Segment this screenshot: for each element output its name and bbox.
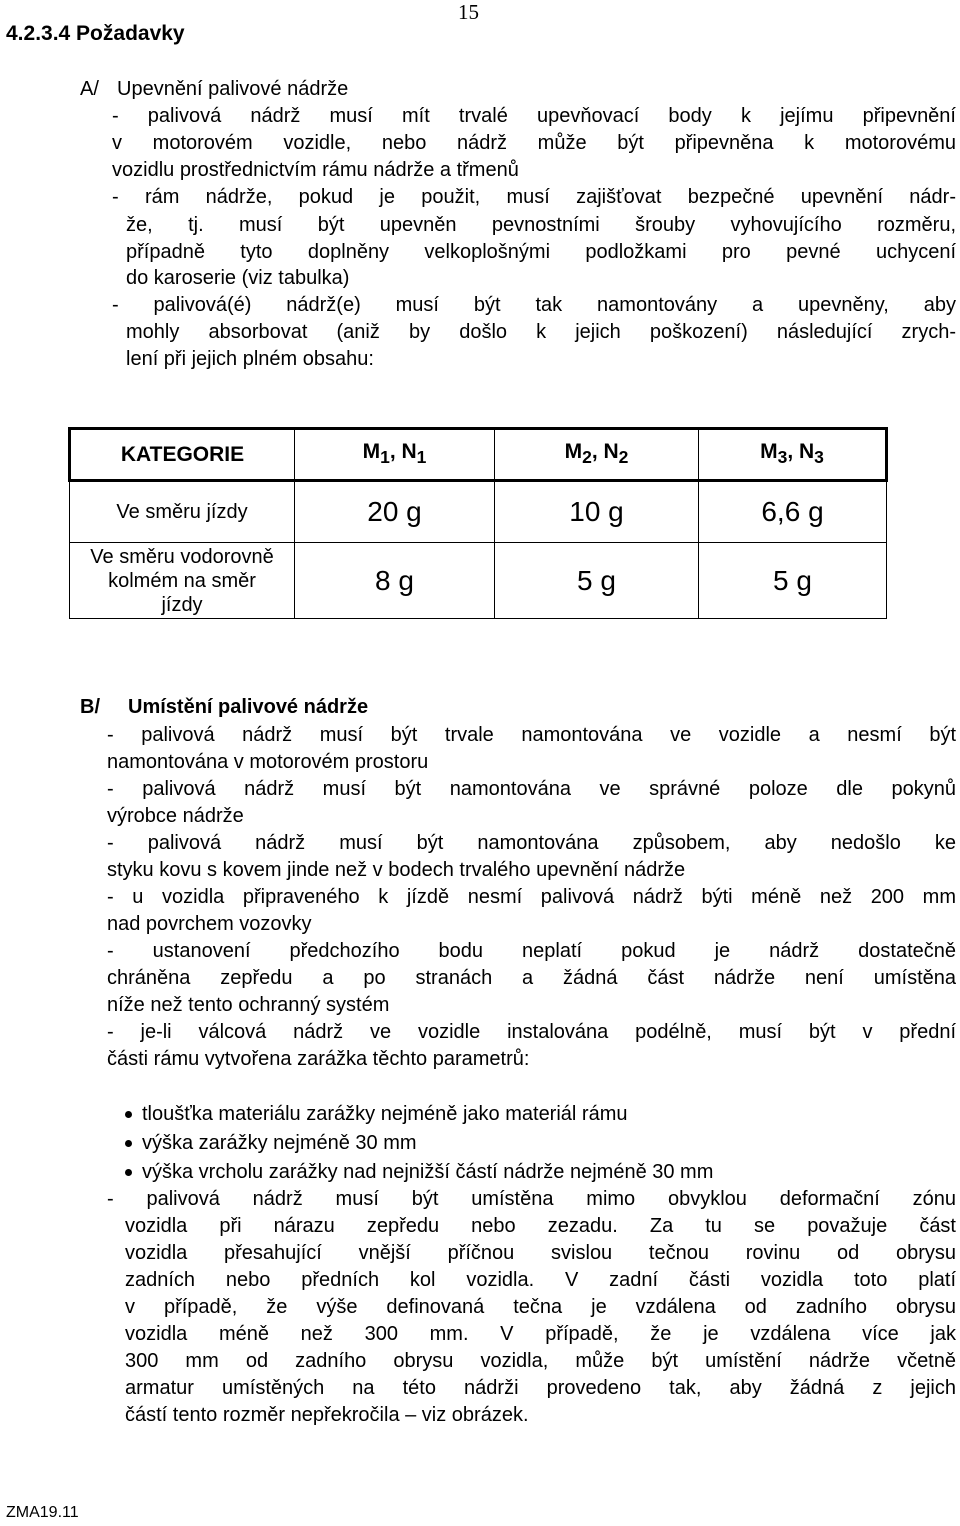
bullet-icon [125,1169,132,1176]
section-b-line: - palivová nádrž musí být namontována způsobem, aby nedošlo ke [107,832,956,854]
section-b-line: - palivová nádrž musí být namontována ve správné poloze dle pokynů [107,778,956,800]
table-cell: 20 g [295,481,495,543]
section-a-line: do karoserie (viz tabulka) [126,267,350,289]
section-a-line: - palivová(é) nádrž(e) musí být tak namontovány a upevněny, aby [112,294,956,316]
header-m1-n1: $M_1$, $N_1$ [295,429,495,481]
section-b-title: Umístění palivové nádrže [128,696,369,718]
section-b-line: výrobce nádrže [107,805,244,827]
table-cell: 5 g [495,543,699,619]
section-b-final-line: v případě, že výše definovaná tečna je vzdálena od zadního obrysu [125,1296,956,1318]
section-b-label: B/ [80,696,100,718]
acceleration-table [68,427,888,619]
table-cell: 8 g [295,543,495,619]
section-b-line: - palivová nádrž musí být trvale namontována ve vozidle a nesmí být [107,724,956,746]
table-cell: 10 g [495,481,699,543]
section-b-line: - je-li válcová nádrž ve vozidle instalována podélně, musí být v přední [107,1021,956,1043]
section-b-final-line: - palivová nádrž musí být umístěna mimo obvyklou deformační zónu [107,1188,956,1210]
section-b-final-line: 300 mm od zadního obrysu vozidla, může být umístění nádrže včetně [125,1350,956,1372]
section-b-line: chráněna zepředu a po stranách a žádná část nádrže není umístěna [107,967,956,989]
bullet-icon [125,1140,132,1147]
section-a-title: Upevnění palivové nádrže [117,78,349,100]
header-m3-n3: $M_3$, $N_3$ [699,429,887,481]
section-b-final-line: vozidla při nárazu zepředu nebo zezadu. Za tu se považuje část [125,1215,956,1237]
section-b-line: - ustanovení předchozího bodu neplatí pokud je nádrž dostatečně [107,940,956,962]
bullet-item: výška vrcholu zarážky nad nejnižší částí nádrže nejméně 30 mm [125,1159,713,1186]
section-heading: 4.2.3.4 Požadavky [6,22,185,45]
section-b-final-line: armatur umístěných na této nádrži provedeno tak, aby žádná z jejich [125,1377,956,1399]
section-b-final-line: vozidla méně než 300 mm. V případě, že je vzdálena více jak [125,1323,956,1345]
section-b-line: části rámu vytvořena zarážka těchto parametrů: [107,1048,530,1070]
section-a-line: případně tyto doplněny velkoplošnými podložkami pro pevné uchycení [126,241,956,263]
page-number: 15 [458,0,479,24]
section-b-line: nad povrchem vozovky [107,913,312,935]
section-b-final-line: částí tento rozměr nepřekročila – viz obrázek. [125,1404,529,1426]
section-a-line: že, tj. musí být upevněn pevnostními šrouby vyhovujícího rozměru, [126,214,956,236]
table-header-row [70,429,887,481]
section-a-line: lení při jejich plném obsahu: [126,348,374,370]
section-b-final-line: vozidla přesahující vnější příčnou svislou tečnou rovinu od obrysu [125,1242,956,1264]
section-a-line: - rám nádrže, pokud je použit, musí zajišťovat bezpečné upevnění nádr- [112,186,956,208]
row-label: Ve směru jízdy [70,481,295,543]
bullet-icon [125,1111,132,1118]
row-label: Ve směru vodorovně kolmém na směr jízdy [70,543,295,619]
table-cell: 6,6 g [699,481,887,543]
section-b-final-line: zadních nebo předních kol vozidla. V zadní části vozidla toto platí [125,1269,956,1291]
footer-code: ZMA19.11 [6,1504,79,1521]
section-b-line: níže než tento ochranný systém [107,994,390,1016]
table-cell: 5 g [699,543,887,619]
header-category: KATEGORIE [70,429,295,481]
section-a-line: vozidlu prostřednictvím rámu nádrže a třmenů [112,159,519,181]
section-b-line: namontována v motorovém prostoru [107,751,429,773]
bullet-item: výška zarážky nejméně 30 mm [125,1130,417,1157]
table-row [70,481,887,543]
section-b-line: styku kovu s kovem jinde než v bodech trvalého upevnění nádrže [107,859,686,881]
header-m2-n2: $M_2$, $N_2$ [495,429,699,481]
table-row [70,543,887,619]
bullet-item: tloušťka materiálu zarážky nejméně jako materiál rámu [125,1101,627,1128]
section-a-line: v motorovém vozidle, nebo nádrž může být připevněna k motorovému [112,132,956,154]
section-a-line: mohly absorbovat (aniž by došlo k jejich poškození) následující zrych- [126,321,956,343]
section-b-line: - u vozidla připraveného k jízdě nesmí palivová nádrž býti méně než 200 mm [107,886,956,908]
section-a-label: A/ [80,78,99,100]
section-a-line: - palivová nádrž musí mít trvalé upevňovací body k jejímu připevnění [112,105,956,127]
